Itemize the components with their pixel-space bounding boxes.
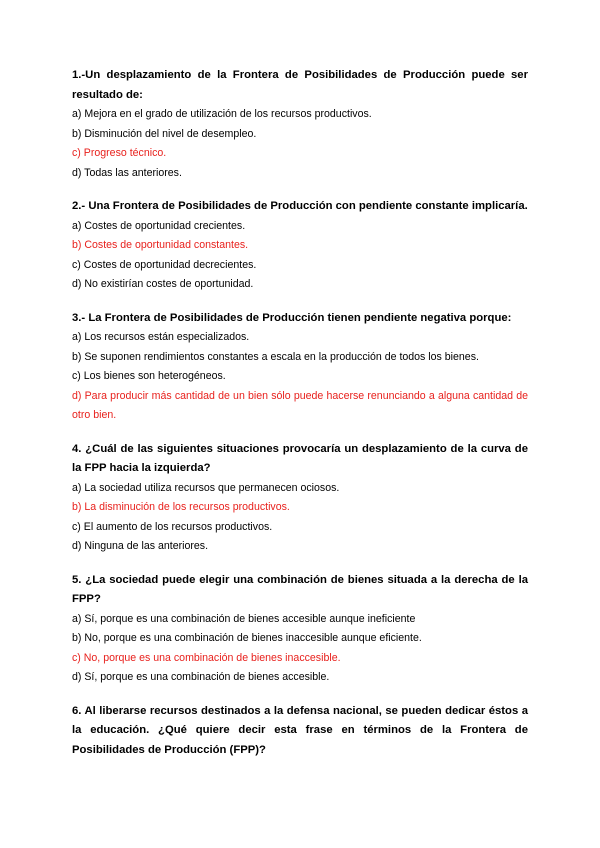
option-b: b) Se suponen rendimientos constantes a escala en la producción de todos los bienes. <box>72 350 479 363</box>
option-d: d) Todas las anteriores. <box>72 166 182 179</box>
question-2 <box>72 197 528 295</box>
document-page <box>72 66 528 774</box>
question-title: 3.- La Frontera de Posibilidades de Producción tienen pendiente negativa porque: <box>72 311 512 324</box>
option-d: d) Ninguna de las anteriores. <box>72 540 209 552</box>
option-b-correct: b) Costes de oportunidad constantes. <box>72 239 249 251</box>
option-c: c) Los bienes son heterogéneos. <box>72 370 226 382</box>
option-c-correct: c) No, porque es una combinación de bienes inaccesible. <box>72 651 341 664</box>
question-1 <box>72 66 528 183</box>
option-b: b) No, porque es una combinación de bienes inaccesible aunque eficiente. <box>72 632 422 644</box>
option-d-correct: d) Para producir más cantidad de un bien sólo puede hacerse renunciando a alguna cantidad de otro bien. <box>72 389 528 421</box>
question-5 <box>72 571 528 688</box>
question-title: 4. ¿Cuál de las siguientes situaciones provocaría un desplazamiento de la curva de la FPP hacia la izquierda? <box>72 442 528 474</box>
option-a: a) Sí, porque es una combinación de bienes accesible aunque ineficiente <box>72 612 416 625</box>
question-6 <box>72 702 528 761</box>
option-b-correct: b) La disminución de los recursos productivos. <box>72 501 290 513</box>
option-c: c) El aumento de los recursos productivos. <box>72 520 273 533</box>
option-a: a) Costes de oportunidad crecientes. <box>72 219 246 232</box>
question-title: 1.-Un desplazamiento de la Frontera de Posibilidades de Producción puede ser resultado de: <box>72 69 528 101</box>
question-4 <box>72 440 528 557</box>
question-title: 6. Al liberarse recursos destinados a la defensa nacional, se pueden dedicar éstos a la educación. ¿Qué quiere decir esta frase en términos de la Frontera de Posibilidades de Producción (FPP)? <box>72 704 528 756</box>
option-c: c) Costes de oportunidad decrecientes. <box>72 258 257 271</box>
option-b: b) Disminución del nivel de desempleo. <box>72 127 257 140</box>
question-title: 2.- Una Frontera de Posibilidades de Producción con pendiente constante implicaría. <box>72 200 528 212</box>
option-a: a) Los recursos están especializados. <box>72 331 250 343</box>
question-title: 5. ¿La sociedad puede elegir una combinación de bienes situada a la derecha de la FPP? <box>72 573 528 605</box>
option-a: a) La sociedad utiliza recursos que permanecen ociosos. <box>72 481 340 494</box>
option-a: a) Mejora en el grado de utilización de los recursos productivos. <box>72 108 372 120</box>
question-3 <box>72 309 528 426</box>
option-c-correct: c) Progreso técnico. <box>72 147 167 159</box>
option-d: d) Sí, porque es una combinación de bienes accesible. <box>72 671 330 683</box>
option-d: d) No existirían costes de oportunidad. <box>72 278 254 290</box>
